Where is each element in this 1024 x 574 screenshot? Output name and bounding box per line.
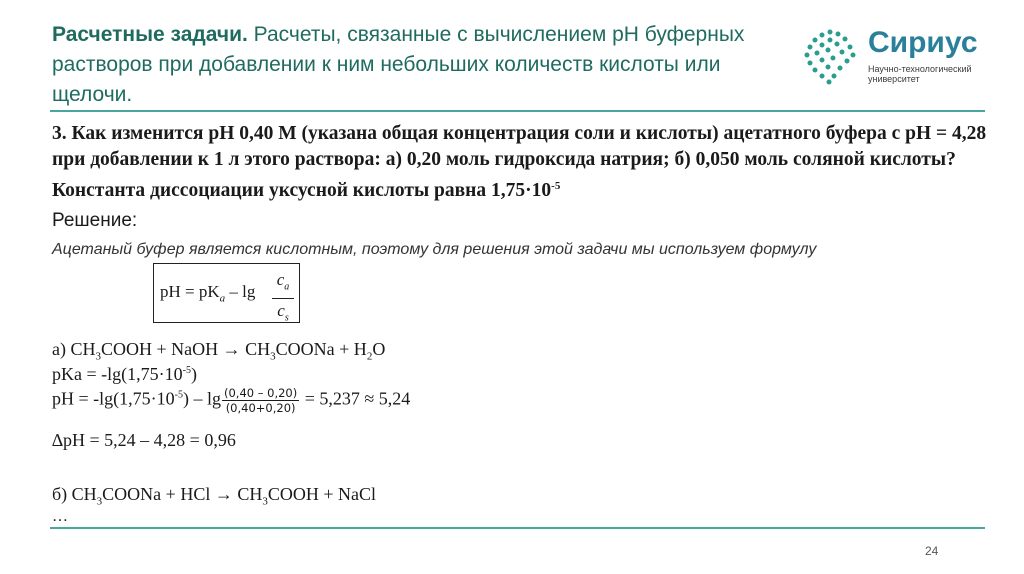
logo-name: Сириус xyxy=(868,26,978,59)
reaction-a-part: O xyxy=(372,339,386,359)
top-divider xyxy=(50,110,985,112)
buffer-formula xyxy=(153,263,300,323)
pka-part: pKa = -lg(1,75·10 xyxy=(52,364,183,384)
reaction-b-sub: 3 xyxy=(262,495,268,508)
formula-den: c xyxy=(277,301,285,321)
solution-heading: Решение: xyxy=(52,210,138,231)
solution-text: Ацетаный буфер является кислотным, поэтому для решения этой задачи мы используем формулу xyxy=(52,241,817,258)
reaction-b xyxy=(52,484,376,508)
reaction-a xyxy=(52,339,385,363)
slide-title-rest: Расчеты, связанные с вычислением pH буферных растворов при добавлении к ним небольших количеств кислоты или щелочи. xyxy=(52,23,745,106)
bottom-divider xyxy=(50,527,985,529)
formula-minus: – lg xyxy=(225,282,256,301)
problem-text: 3. Как изменится pH 0,40 М (указана общая концентрация соли и кислоты) ацетатного буфера с pH = 4,28 при добавлении к 1 л этого раствора: а) 0,20 моль гидроксида натрия; б) 0,050 моль соляной кислоты? Константа диссоциации уксусной кислоты равна 1,75·10 xyxy=(52,123,987,201)
problem-statement xyxy=(52,121,987,204)
reaction-a-sub: 2 xyxy=(366,350,373,363)
ph-fraction-denominator: (0,40+0,20) xyxy=(225,401,296,415)
formula-lhs-sub: a xyxy=(219,292,226,305)
formula-num: c xyxy=(276,270,285,289)
page-number: 24 xyxy=(925,544,939,558)
ph-exponent: -5 xyxy=(174,389,183,401)
pka-exponent: -5 xyxy=(182,365,191,376)
reaction-a-part: COOH + NaOH → CH xyxy=(101,339,271,359)
sirius-logo xyxy=(800,26,1000,86)
formula-num-sub: a xyxy=(284,281,290,293)
ph-fraction-numerator: (0,40 – 0,20) xyxy=(223,386,298,400)
slide-title-lead: Расчетные задачи. xyxy=(52,23,248,46)
pka-part: ) xyxy=(190,364,197,384)
logo-subtitle: Научно-технологический университет xyxy=(868,64,972,84)
ph-calculation xyxy=(52,386,410,415)
formula-lhs: pH = pK xyxy=(160,282,220,301)
reaction-b-sub: 3 xyxy=(96,495,103,508)
reaction-a-sub: 3 xyxy=(270,350,276,363)
ph-result: = 5,237 ≈ 5,24 xyxy=(300,388,411,409)
reaction-a-part: а) CH xyxy=(52,339,96,359)
formula-den-sub: s xyxy=(284,312,289,324)
reaction-b-part: б) CH xyxy=(52,484,97,504)
problem-exponent: -5 xyxy=(551,180,561,192)
reaction-a-sub: 3 xyxy=(95,350,101,363)
ph-fraction xyxy=(222,386,299,415)
reaction-a-part: COONa + H xyxy=(275,339,367,359)
delta-ph: ∆pH = 5,24 – 4,28 = 0,96 xyxy=(52,430,236,450)
ph-part: pH = -lg(1,75·10 xyxy=(52,388,175,409)
reaction-b-part: COOH + NaCl xyxy=(267,484,376,504)
ellipsis: … xyxy=(52,508,68,525)
ph-part: ) – lg xyxy=(182,388,221,409)
pka-line xyxy=(52,364,197,385)
reaction-b-part: COONa + HCl → CH xyxy=(102,484,263,504)
slide-title xyxy=(52,20,792,110)
dots-logo-icon xyxy=(800,26,864,86)
